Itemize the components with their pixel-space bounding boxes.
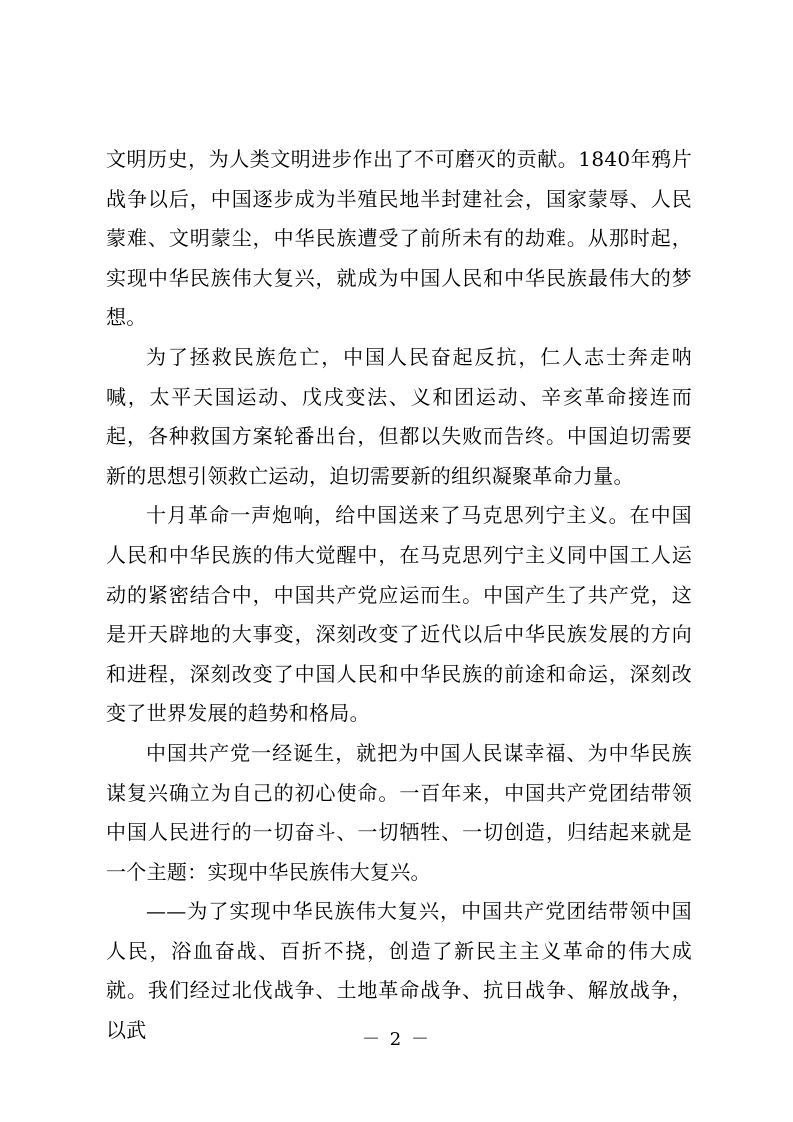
paragraph-new-democratic-revolution: ——为了实现中华民族伟大复兴，中国共产党团结带领中国人民，浴血奋战、百折不挠，创造了新民主主义革命的伟大成就。我们经过北伐战争、土地革命战争、抗日战争、解放战争，以武	[106, 899, 692, 1043]
document-body	[106, 140, 692, 1051]
paragraph-october-revolution: 十月革命一声炮响，给中国送来了马克思列宁主义。在中国人民和中华民族的伟大觉醒中，在马克思列宁主义同中国工人运动的紧密结合中，中国共产党应运而生。中国产生了共产党，这是开天辟地的大事变，深刻改变了近代以后中华民族发展的方向和进程，深刻改变了中国人民和中华民族的前途和命运，深刻改变了世界发展的趋势和格局。	[106, 503, 692, 726]
paragraph-national-salvation: 为了拯救民族危亡，中国人民奋起反抗，仁人志士奔走呐喊，太平天国运动、戊戌变法、义和团运动、辛亥革命接连而起，各种救国方案轮番出台，但都以失败而告终。中国迫切需要新的思想引领救亡运动，迫切需要新的组织凝聚革命力量。	[106, 344, 692, 488]
paragraph-continuation: 文明历史，为人类文明进步作出了不可磨灭的贡献。1840年鸦片战争以后，中国逐步成为半殖民地半封建社会，国家蒙辱、人民蒙难、文明蒙尘，中华民族遭受了前所未有的劫难。从那时起，实现中华民族伟大复兴，就成为中国人民和中华民族最伟大的梦想。	[106, 147, 692, 330]
page-number: － 2 －	[362, 1029, 431, 1050]
paragraph-founding-mission: 中国共产党一经诞生，就把为中国人民谋幸福、为中华民族谋复兴确立为自己的初心使命。一百年来，中国共产党团结带领中国人民进行的一切奋斗、一切牺牲、一切创造，归结起来就是一个主题：实现中华民族伟大复兴。	[106, 740, 692, 884]
